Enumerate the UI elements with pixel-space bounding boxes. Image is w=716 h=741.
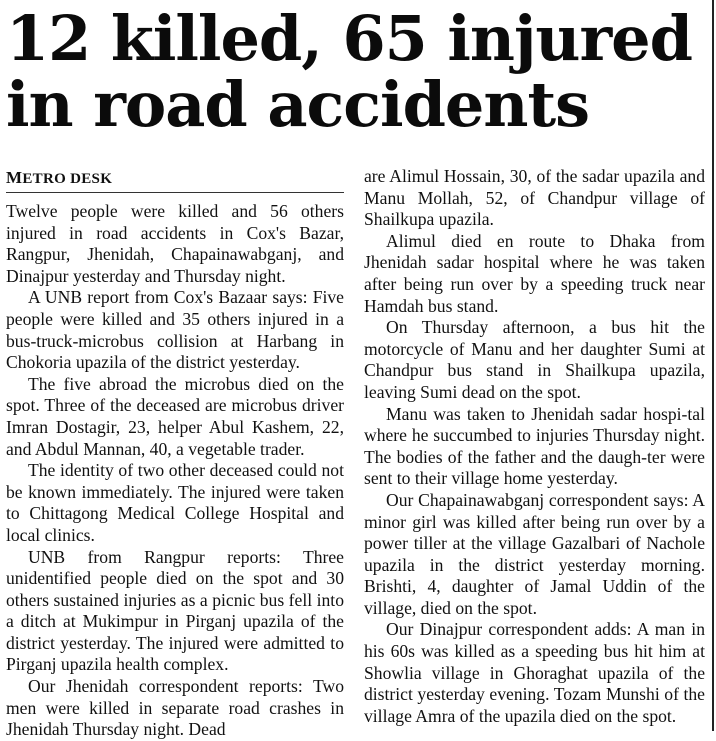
right-column <box>364 166 705 727</box>
headline: 12 killed, 65 injured in road accidents <box>6 2 692 141</box>
paragraph: Twelve people were killed and 56 others injured in road accidents in Cox's Bazar, Rangpur, Jhenidah, Chapainawabganj, and Dinajpur yesterday and Thursday night. <box>6 201 344 286</box>
left-column <box>6 168 344 741</box>
paragraph: are Alimul Hossain, 30, of the sadar upazila and Manu Mollah, 52, of Chandpur village of Shailkupa upazila. <box>364 166 705 230</box>
paragraph: A UNB report from Cox's Bazaar says: Five people were killed and 35 others injured in a bus-truck-microbus collision at Harbang in Chokoria upazila of the district yesterday. <box>6 287 344 373</box>
paragraph: The identity of two other deceased could not be known immediately. The injured were taken to Chittagong Medical College Hospital and local clinics. <box>6 460 344 545</box>
paragraph: Alimul died en route to Dhaka from Jhenidah sadar hospital where he was taken after being run over by a speeding truck near Hamdah bus stand. <box>364 230 705 316</box>
paragraph: Manu was taken to Jhenidah sadar hospi-tal where he succumbed to injuries Thursday night. The bodies of the father and the daugh-ter were sent to their village home yesterday. <box>364 403 705 489</box>
paragraph: On Thursday afternoon, a bus hit the motorcycle of Manu and her daughter Sumi at Chandpur bus stand in Shailkupa upazila, leaving Sumi dead on the spot. <box>364 317 705 402</box>
paragraph: The five abroad the microbus died on the spot. Three of the deceased are microbus driver Imran Dostagir, 23, helper Abul Kashem, 22, and Abdul Mannan, 40, a vegetable trader. <box>6 373 344 459</box>
byline: METRO DESK <box>6 168 344 193</box>
paragraph: Our Chapainawabganj correspondent says: A minor girl was killed after being run over by a power tiller at the village Gazalbari of Nachole upazila in the district yesterday morning. Brishti, 4, daughter of Jamal Uddin of the village, died on the spot. <box>364 489 705 618</box>
paragraph: Our Dinajpur correspondent adds: A man in his 60s was killed as a speeding bus hit him at Showlia village in Ghoraghat upazila of the district yesterday evening. Tozam Munshi of the village Amra of the upazila died on the spot. <box>364 619 705 726</box>
paragraph: Our Jhenidah correspondent reports: Two men were killed in separate road crashes in Jhenidah Thursday night. Dead <box>6 676 344 740</box>
paragraph: UNB from Rangpur reports: Three unidentified people died on the spot and 30 others sustained injuries as a picnic bus fell into a ditch at Mukimpur in Pirganj upazila of the district yesterday. The injured were admitted to Pirganj upazila health complex. <box>6 546 344 675</box>
column-rule <box>712 0 714 731</box>
